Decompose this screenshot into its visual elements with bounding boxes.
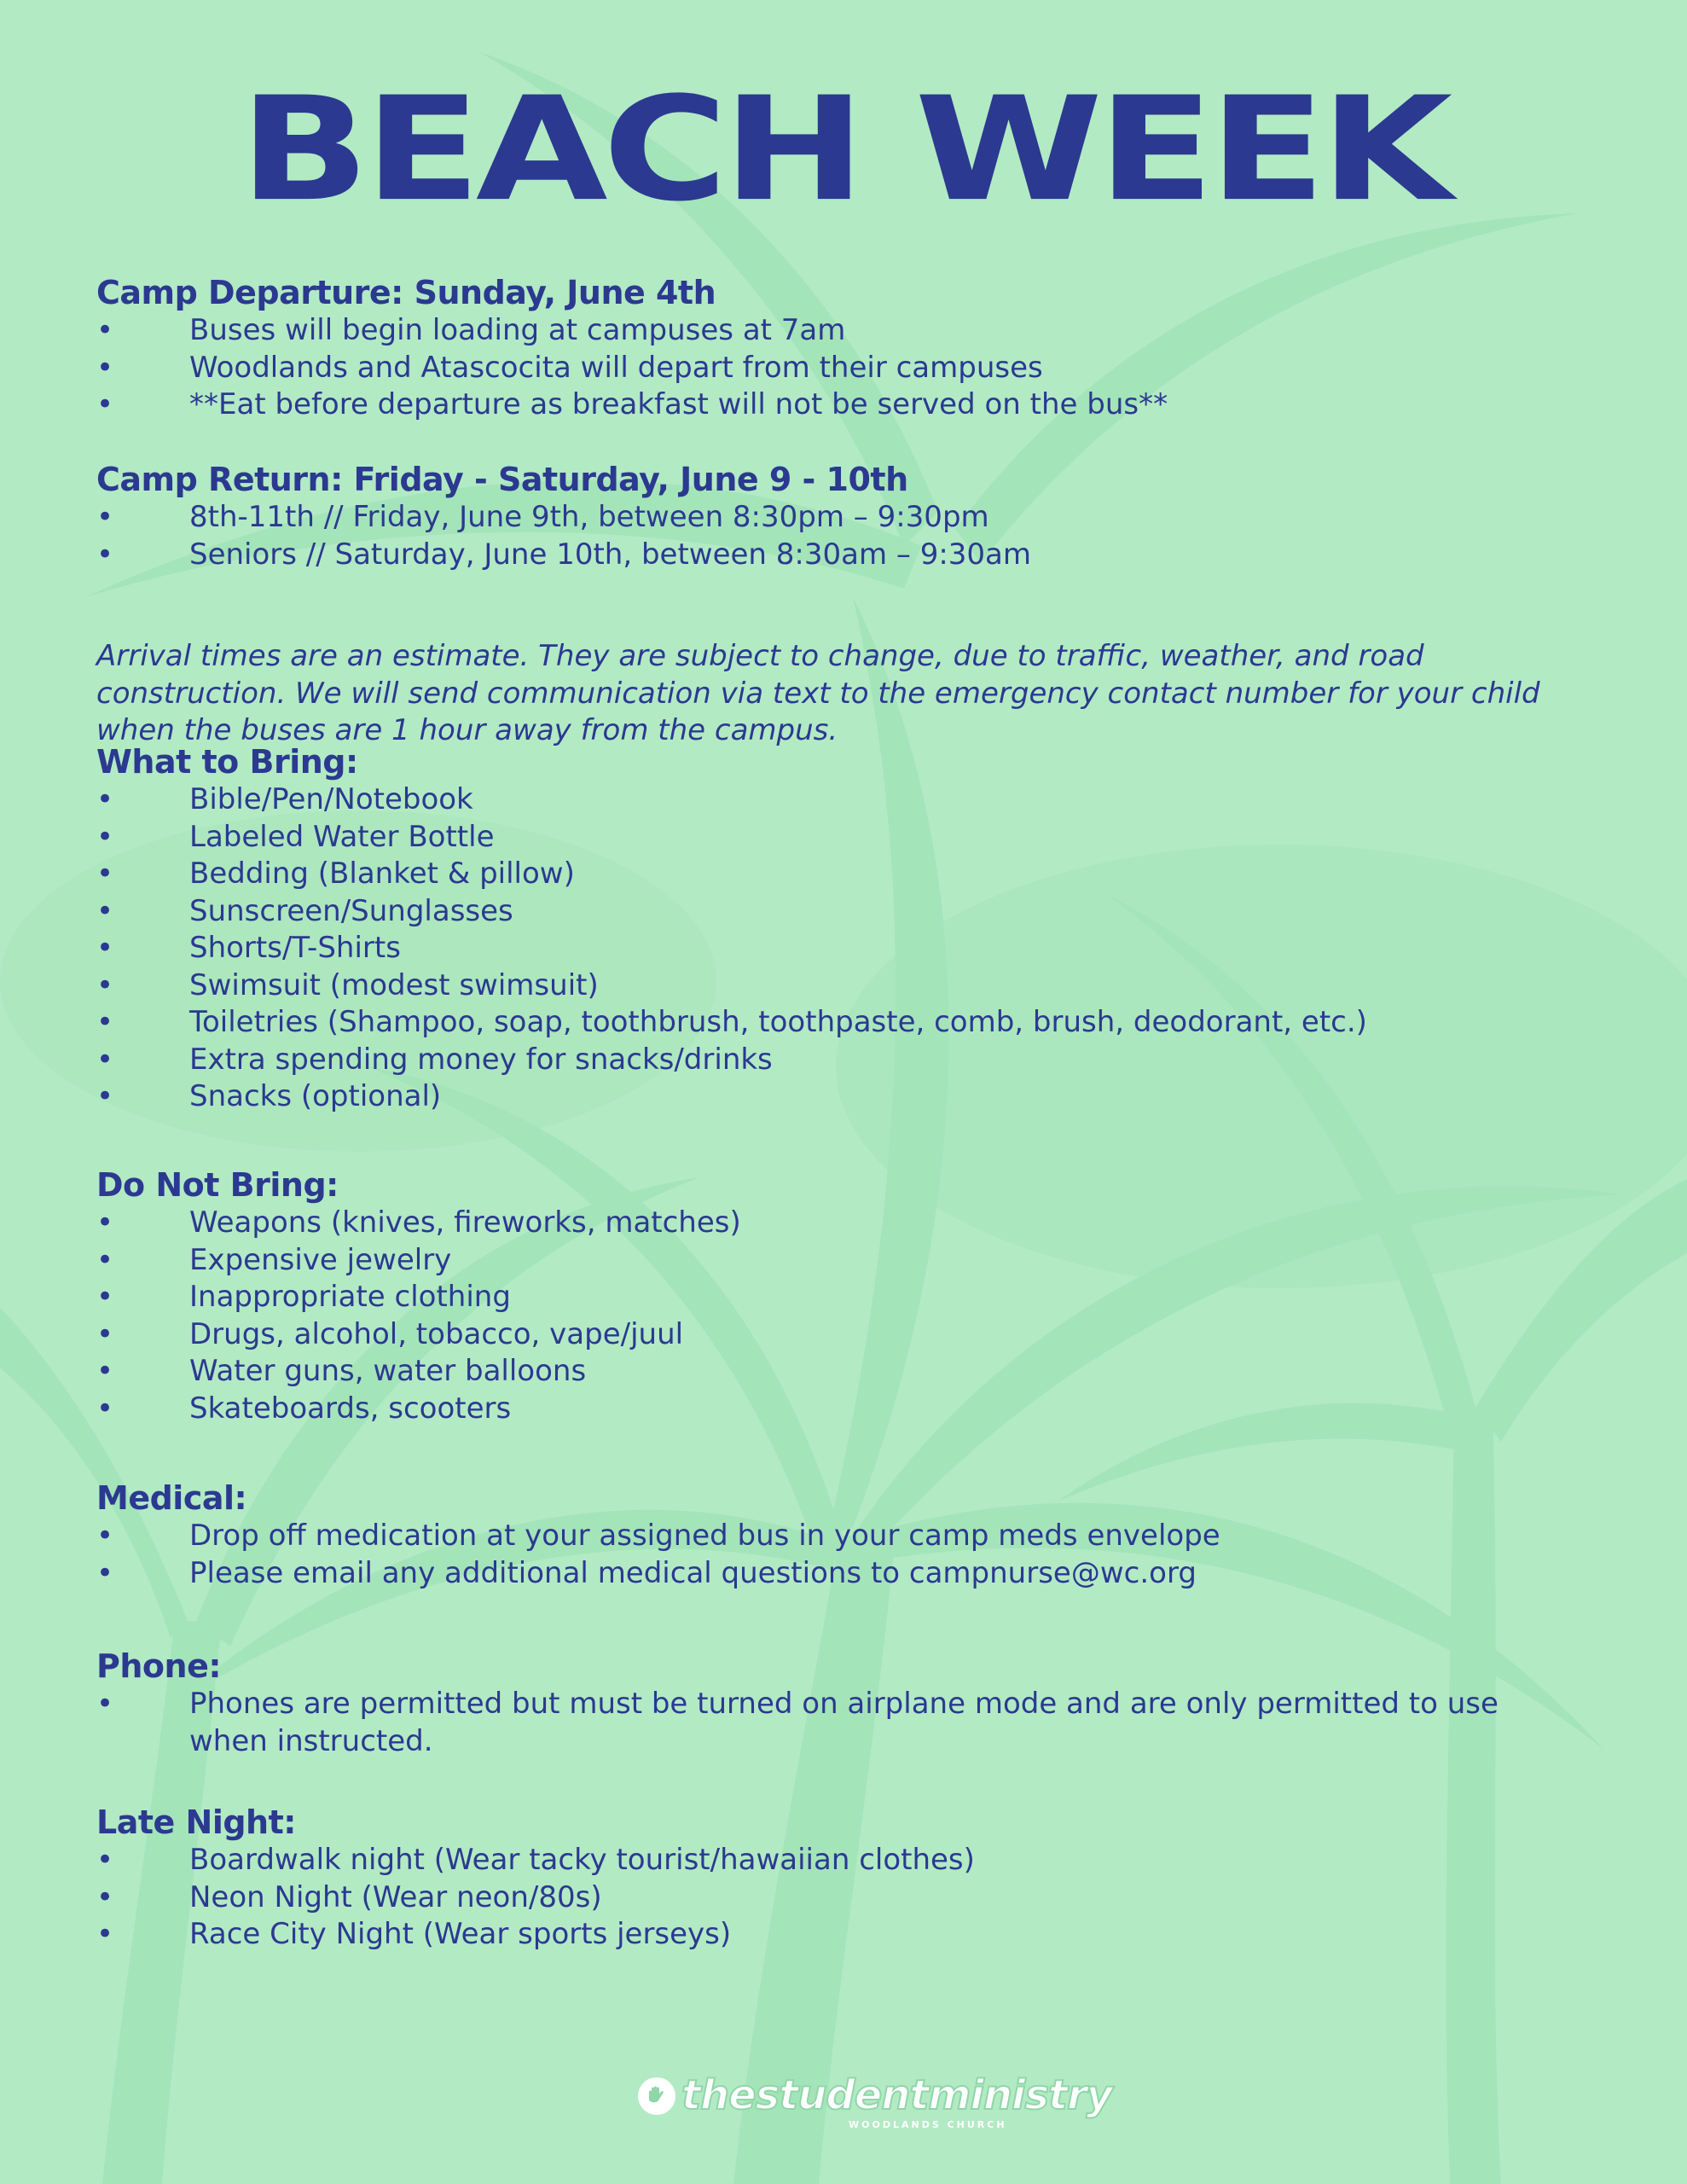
bullet-icon: • — [96, 1242, 114, 1277]
bullet-icon: • — [96, 1843, 114, 1877]
bullet-icon: • — [96, 1917, 114, 1951]
bullet-icon: • — [96, 782, 114, 816]
list-item: • Seniors // Saturday, June 10th, between 8:30am – 9:30am — [96, 537, 1563, 574]
list-item: • Swimsuit (modest swimsuit) — [96, 967, 1563, 1005]
return-list — [96, 499, 1563, 573]
list-item: • Shorts/T-Shirts — [96, 930, 1563, 967]
list-item: • Water guns, water balloons — [96, 1353, 1563, 1391]
list-item: • Neon Night (Wear neon/80s) — [96, 1879, 1563, 1917]
do-not-bring-section — [96, 1165, 1563, 1427]
page-title: BEACH WEEK — [239, 66, 1448, 234]
late-night-heading: Late Night: — [96, 1804, 296, 1841]
bring-heading: What to Bring: — [96, 743, 358, 781]
bullet-icon: • — [96, 1879, 114, 1914]
logo-subtitle: WOODLANDS CHURCH — [849, 2119, 1007, 2130]
list-item: • Expensive jewelry — [96, 1242, 1563, 1280]
bullet-icon: • — [96, 931, 114, 965]
list-item: • Phones are permitted but must be turned on airplane mode and are only permitted to use when instructed. — [96, 1687, 1499, 1758]
bullet-icon: • — [96, 387, 114, 421]
bullet-icon: • — [96, 1205, 114, 1240]
bullet-icon: • — [96, 819, 114, 854]
hand-logo-icon — [635, 2075, 678, 2117]
bullet-icon: • — [96, 500, 114, 534]
bring-section — [96, 742, 1563, 1116]
list-item: • Buses will begin loading at campuses at 7am — [96, 312, 1563, 350]
list-item: • Skateboards, scooters — [96, 1391, 1563, 1428]
bullet-icon: • — [96, 1079, 114, 1113]
arrival-note: Arrival times are an estimate. They are subject to change, due to traffic, weather, and road construction. We will send communication via text to the emergency contact number for your child when the buses are 1 hour away from the campus. — [96, 639, 1540, 747]
list-item: • Bible/Pen/Notebook — [96, 781, 1563, 819]
do-not-bring-heading: Do Not Bring: — [96, 1166, 339, 1204]
bullet-icon: • — [96, 1555, 114, 1590]
return-section — [96, 460, 1563, 573]
bullet-icon: • — [96, 350, 114, 385]
list-item: • Drop off medication at your assigned bus in your camp meds envelope — [96, 1518, 1563, 1555]
list-item: • Weapons (knives, fireworks, matches) — [96, 1205, 1563, 1242]
bullet-icon: • — [96, 1316, 114, 1351]
departure-heading: Camp Departure: Sunday, June 4th — [96, 274, 716, 311]
bullet-icon: • — [96, 313, 114, 347]
list-item: • Please email any additional medical questions to campnurse@wc.org — [96, 1555, 1563, 1593]
list-item: • Bedding (Blanket & pillow) — [96, 856, 1563, 893]
bullet-icon: • — [96, 893, 114, 928]
list-item: • Boardwalk night (Wear tacky tourist/hawaiian clothes) — [96, 1842, 1563, 1879]
late-night-section — [96, 1803, 1563, 1954]
medical-list — [96, 1518, 1563, 1592]
do-not-bring-list — [96, 1205, 1563, 1427]
bullet-icon: • — [96, 967, 114, 1002]
list-item: • Inappropriate clothing — [96, 1279, 1563, 1316]
bullet-icon: • — [96, 857, 114, 891]
list-item: • Sunscreen/Sunglasses — [96, 893, 1563, 931]
list-item: • Drugs, alcohol, tobacco, vape/juul — [96, 1316, 1563, 1354]
phone-heading: Phone: — [96, 1647, 222, 1685]
bullet-icon: • — [96, 1687, 114, 1721]
phone-list — [96, 1686, 1563, 1760]
bullet-icon: • — [96, 537, 114, 572]
phone-section — [96, 1647, 1563, 1760]
list-item: • **Eat before departure as breakfast will not be served on the bus** — [96, 386, 1563, 424]
list-item: • Woodlands and Atascocita will depart from their campuses — [96, 350, 1563, 387]
list-item: • Labeled Water Bottle — [96, 819, 1563, 857]
bring-list — [96, 781, 1563, 1116]
bullet-icon: • — [96, 1354, 114, 1388]
medical-heading: Medical: — [96, 1479, 247, 1517]
return-heading: Camp Return: Friday - Saturday, June 9 - 10th — [96, 461, 908, 498]
medical-section — [96, 1478, 1563, 1592]
logo-wordmark: thestudentministry — [681, 2071, 1112, 2119]
bullet-icon: • — [96, 1391, 114, 1426]
list-item: • Race City Night (Wear sports jerseys) — [96, 1916, 1563, 1954]
departure-section — [96, 273, 1563, 424]
departure-list — [96, 312, 1563, 424]
bullet-icon: • — [96, 1005, 114, 1039]
list-item: • Snacks (optional) — [96, 1078, 1563, 1116]
list-item: • Extra spending money for snacks/drinks — [96, 1042, 1563, 1079]
list-item: • Toiletries (Shampoo, soap, toothbrush, toothpaste, comb, brush, deodorant, etc.) — [96, 1004, 1563, 1042]
list-item: • 8th-11th // Friday, June 9th, between 8:30pm – 9:30pm — [96, 499, 1563, 537]
ministry-logo — [635, 2071, 1112, 2141]
bullet-icon: • — [96, 1280, 114, 1314]
bullet-icon: • — [96, 1042, 114, 1077]
late-night-list — [96, 1842, 1563, 1954]
bullet-icon: • — [96, 1519, 114, 1553]
